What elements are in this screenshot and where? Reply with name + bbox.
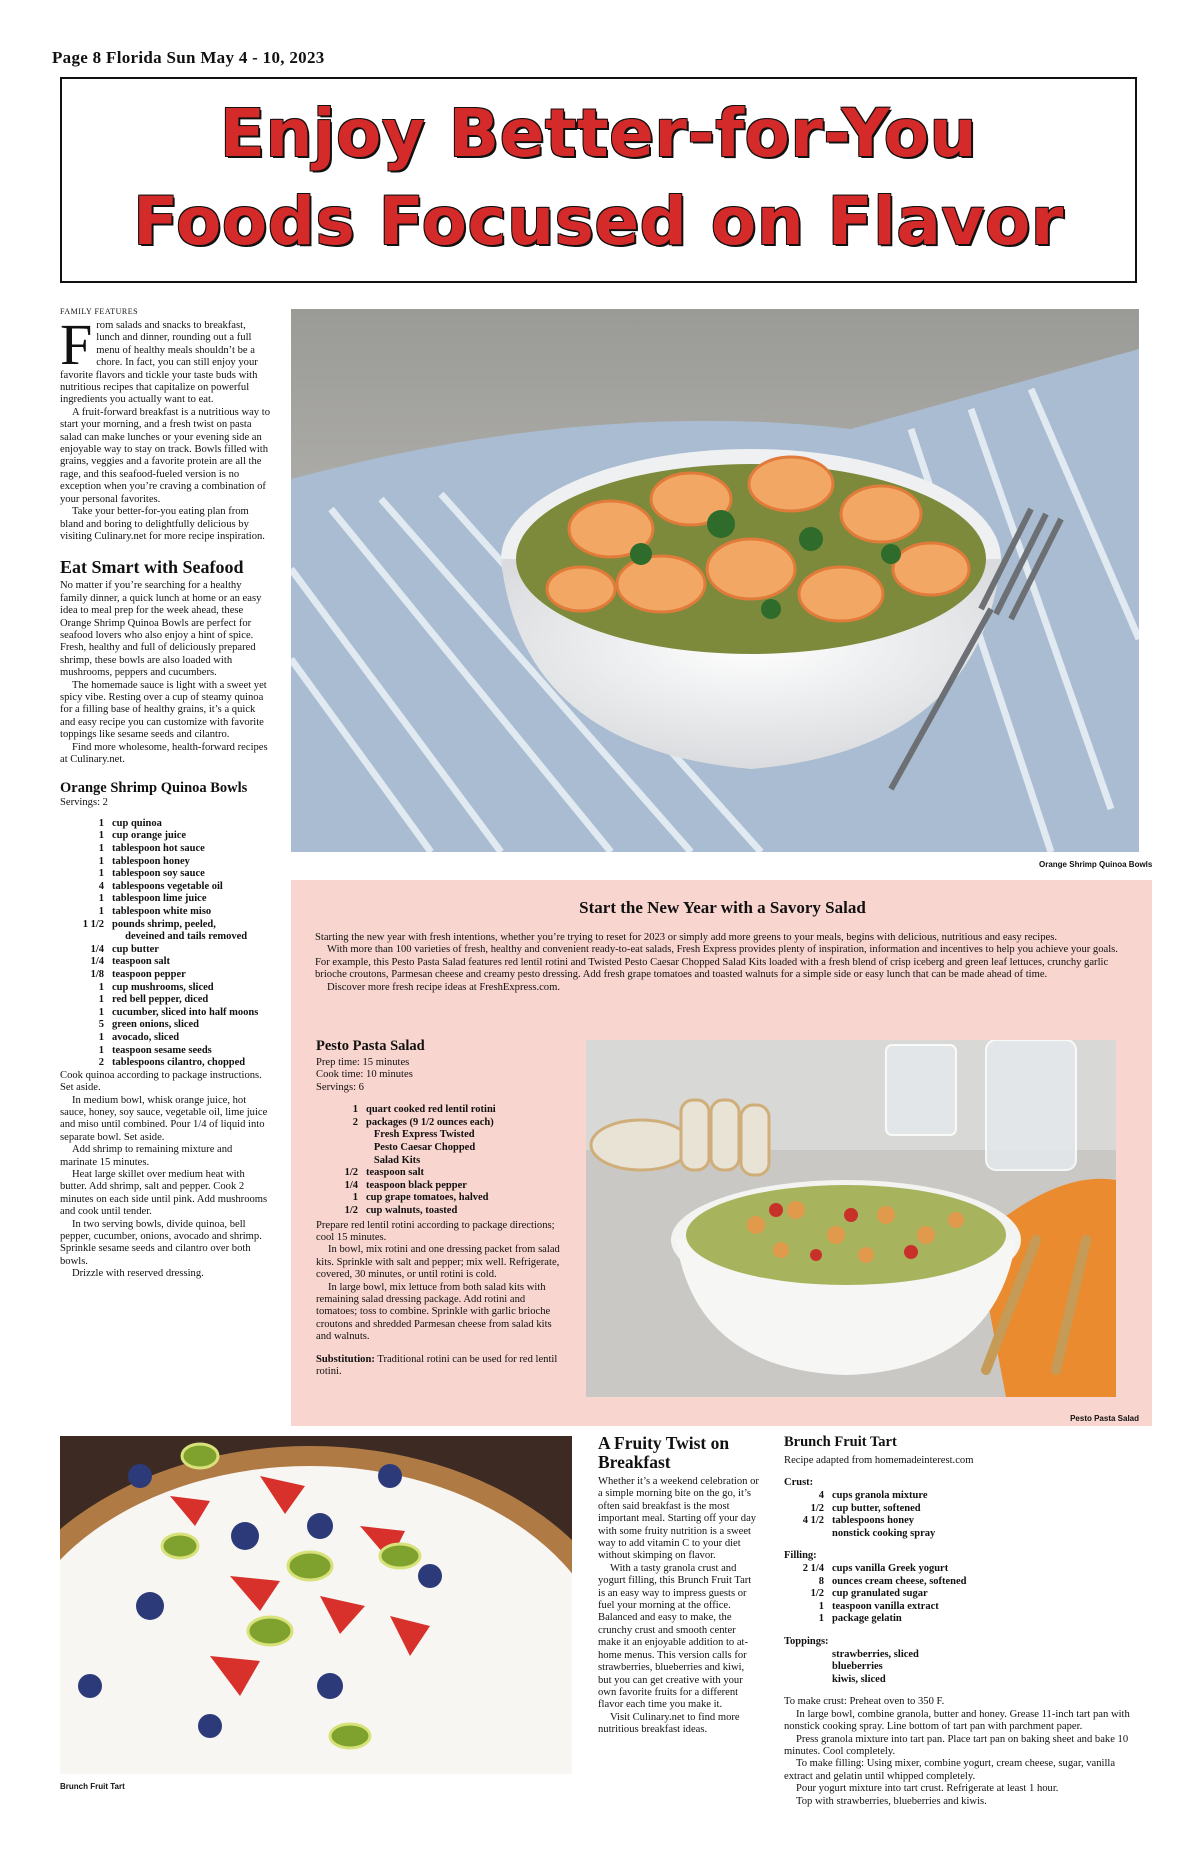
ingredient-text: tablespoons honey bbox=[832, 1515, 914, 1527]
ingredient-text: cups granola mixture bbox=[832, 1490, 928, 1501]
ingredient-row bbox=[784, 1576, 1140, 1589]
shrimp-servings: Servings: 2 bbox=[60, 797, 108, 809]
tart-toppings-label: Toppings: bbox=[784, 1635, 829, 1647]
seafood-text bbox=[60, 580, 270, 766]
ingredient-row bbox=[60, 944, 270, 957]
recipe-step: In large bowl, mix lettuce from both salad kits with remaining salad dressing package. Add rotini and tomatoes; toss to combine. Sprinkle with garlic brioche croutons and shredded Parmesan cheese from salad kits and walnuts. bbox=[316, 1281, 552, 1343]
salad-heading: Start the New Year with a Savory Salad bbox=[579, 898, 866, 917]
intro-paragraph-3: Take your better-for-you eating plan from bland and boring to delightfully delicious by visiting Culinary.net for more recipe inspiration. bbox=[60, 506, 265, 542]
ingredient-text: quart cooked red lentil rotini bbox=[366, 1104, 496, 1116]
ingredient-quantity: 2 1/4 bbox=[802, 1562, 824, 1574]
shrimp-photo-caption: Orange Shrimp Quinoa Bowls bbox=[1039, 860, 1153, 869]
pesto-steps bbox=[316, 1220, 561, 1344]
intro-paragraph-1: rom salads and snacks to breakfast, lunch and dinner, rounding out a full menu of healthy meals shouldn’t be a chore. In fact, you can still enjoy your favorite flavors and tickle your taste buds with nutritious recipes that capitalize on powerful ingredients you actually want to eat. bbox=[60, 320, 258, 406]
ingredient-text: Fresh Express Twisted bbox=[366, 1129, 475, 1141]
ingredient-text: cups vanilla Greek yogurt bbox=[832, 1562, 949, 1574]
fruity-paragraph-1: Whether it’s a weekend celebration or a simple morning bite on the go, it’s often said breakfast is the most important meal. Starting off your day with some fruity nutrition is a sweet way to add vitamin C to your diet without skimping on flavor. bbox=[598, 1476, 759, 1562]
ingredient-quantity: 2 bbox=[98, 1057, 104, 1069]
ingredient-quantity: 1 bbox=[98, 1006, 104, 1018]
ingredient-quantity: 1/8 bbox=[90, 968, 104, 980]
ingredient-text: blueberries bbox=[832, 1661, 883, 1673]
ingredient-text: package gelatin bbox=[832, 1613, 902, 1625]
ingredient-text: cucumber, sliced into half moons bbox=[112, 1006, 259, 1018]
salad-paragraph-2: With more than 100 varieties of fresh, healthy and convenient ready-to-eat salads, Fresh Express provides plenty of inspiration, information and incentives to help you achieve your goals. For example, this Pesto Pasta Salad features red lentil rotini and Twisted Pesto Caesar Chopped Salad Kits loaded with a fresh blend of crisp iceberg and green leaf lettuces, crunchy garlic brioche croutons, Parmesan cheese and creamy pesto dressing. Add fresh grape tomatoes and toasted walnuts for a simple side or easy lunch that can be made ahead of time. bbox=[315, 944, 1118, 981]
shrimp-bowl-illustration bbox=[291, 309, 1139, 852]
ingredient-quantity: 1 bbox=[98, 905, 104, 917]
ingredient-row bbox=[316, 1167, 561, 1180]
ingredient-row bbox=[316, 1192, 561, 1205]
ingredient-text: teaspoon black pepper bbox=[366, 1179, 467, 1191]
ingredient-row bbox=[60, 919, 270, 932]
ingredient-text: teaspoon salt bbox=[112, 956, 171, 968]
salad-intro bbox=[315, 898, 1130, 994]
ingredient-quantity: 1 bbox=[818, 1613, 824, 1625]
shrimp-bowl-photo bbox=[291, 309, 1139, 852]
headline-line-1: Enjoy Better-for-You bbox=[219, 95, 978, 172]
ingredient-quantity: 4 1/2 bbox=[802, 1515, 824, 1527]
pesto-servings: Servings: 6 bbox=[316, 1081, 364, 1093]
pesto-ingredient-list bbox=[316, 1104, 561, 1217]
pesto-substitution bbox=[316, 1354, 561, 1379]
recipe-step: Top with strawberries, blueberries and kiwis. bbox=[796, 1795, 987, 1807]
ingredient-quantity: 1 bbox=[98, 994, 104, 1006]
ingredient-text: strawberries, sliced bbox=[832, 1648, 919, 1660]
ingredient-quantity: 1 bbox=[98, 1044, 104, 1056]
ingredient-row bbox=[784, 1490, 1140, 1503]
seafood-paragraph-3: Find more wholesome, health-forward recipes at Culinary.net. bbox=[60, 741, 268, 765]
ingredient-quantity: 1 bbox=[352, 1104, 358, 1116]
fruity-text bbox=[598, 1476, 760, 1737]
ingredient-quantity: 5 bbox=[98, 1019, 104, 1031]
fruity-column bbox=[598, 1434, 760, 1737]
ingredient-row bbox=[784, 1613, 1140, 1626]
ingredient-quantity: 2 bbox=[352, 1116, 358, 1128]
ingredient-text: cup mushrooms, sliced bbox=[112, 981, 214, 993]
ingredient-text: deveined and tails removed bbox=[112, 931, 248, 943]
pesto-recipe-title: Pesto Pasta Salad bbox=[316, 1038, 425, 1054]
ingredient-row bbox=[316, 1104, 561, 1117]
ingredient-text: Salad Kits bbox=[366, 1154, 421, 1166]
recipe-step: To make filling: Using mixer, combine yogurt, cream cheese, sugar, vanilla extract and gelatin until whipped completely. bbox=[784, 1758, 1116, 1782]
ingredient-row bbox=[60, 1019, 270, 1032]
ingredient-text: cup granulated sugar bbox=[832, 1588, 928, 1600]
tart-filling-label: Filling: bbox=[784, 1550, 817, 1562]
pesto-recipe bbox=[316, 1038, 561, 1378]
ingredient-row bbox=[316, 1142, 561, 1155]
ingredient-quantity bbox=[316, 1129, 366, 1142]
salad-intro-text bbox=[315, 932, 1130, 994]
tart-crust-label: Crust: bbox=[784, 1477, 814, 1489]
pesto-salad-illustration bbox=[586, 1040, 1116, 1397]
byline-credit: FAMILY FEATURES bbox=[60, 307, 139, 316]
ingredient-text: tablespoon soy sauce bbox=[112, 868, 205, 880]
ingredient-text: green onions, sliced bbox=[112, 1019, 200, 1031]
recipe-step: Pour yogurt mixture into tart crust. Refrigerate at least 1 hour. bbox=[796, 1783, 1059, 1795]
ingredient-quantity: 1 bbox=[98, 817, 104, 829]
pesto-cook-time: Cook time: 10 minutes bbox=[316, 1069, 413, 1081]
ingredient-text: ounces cream cheese, softened bbox=[832, 1575, 967, 1587]
ingredient-text: tablespoon white miso bbox=[112, 905, 212, 917]
ingredient-text: teaspoon salt bbox=[366, 1167, 425, 1179]
fruit-tart-photo bbox=[60, 1436, 572, 1774]
fruity-paragraph-3: Visit Culinary.net to find more nutritious breakfast ideas. bbox=[598, 1711, 740, 1736]
ingredient-row bbox=[316, 1129, 561, 1142]
salad-paragraph-1: Starting the new year with fresh intentions, whether you’re trying to reset for 2023 or simply add more greens to your meals, begins with delicious, nutritious and easy recipes. bbox=[315, 932, 1057, 943]
ingredient-quantity: 4 bbox=[818, 1490, 824, 1501]
ingredient-quantity: 1/4 bbox=[90, 943, 104, 955]
ingredient-text: tablespoon hot sauce bbox=[112, 843, 205, 854]
ingredient-text: teaspoon vanilla extract bbox=[832, 1600, 939, 1612]
recipe-step: Drizzle with reserved dressing. bbox=[72, 1268, 204, 1280]
ingredient-row bbox=[60, 1007, 270, 1020]
ingredient-quantity: 1 bbox=[98, 855, 104, 867]
ingredient-quantity: 1 1/2 bbox=[82, 918, 104, 930]
ingredient-text: tablespoon honey bbox=[112, 855, 190, 867]
fruity-paragraph-2: With a tasty granola crust and yogurt filling, this Brunch Fruit Tart is an easy way to impress guests or fuel your morning at the office. Balanced and easy to make, the crunchy crust and smooth center make it an enjoyable addition to at-home menus. This version calls for strawberries, blueberries and kiwi, but you can get creative with your own favorite fruits for a different flavor each time you make it. bbox=[598, 1562, 752, 1711]
ingredient-row bbox=[60, 830, 270, 843]
ingredient-row bbox=[60, 931, 270, 944]
ingredient-row bbox=[316, 1117, 561, 1130]
ingredient-quantity: 1 bbox=[352, 1192, 358, 1204]
ingredient-text: cup butter bbox=[112, 943, 159, 955]
ingredient-row bbox=[60, 818, 270, 831]
ingredient-row bbox=[60, 893, 270, 906]
fruity-heading: A Fruity Twist on Breakfast bbox=[598, 1433, 730, 1472]
ingredient-row bbox=[784, 1649, 1140, 1662]
pesto-salad-photo bbox=[586, 1040, 1116, 1397]
ingredient-row bbox=[784, 1661, 1140, 1674]
ingredient-text: teaspoon pepper bbox=[112, 968, 186, 980]
ingredient-text: cup orange juice bbox=[112, 830, 187, 842]
ingredient-quantity: 1 bbox=[818, 1600, 824, 1612]
ingredient-row bbox=[316, 1205, 561, 1218]
ingredient-quantity bbox=[316, 1142, 366, 1155]
fruit-tart-illustration bbox=[60, 1436, 572, 1774]
ingredient-quantity: 1 bbox=[98, 868, 104, 880]
recipe-step: In medium bowl, whisk orange juice, hot sauce, honey, soy sauce, vegetable oil, lime juice and miso until combined. Pour 1/4 of liquid into separate bowl. Set aside. bbox=[60, 1094, 268, 1143]
salad-paragraph-3: Discover more fresh recipe ideas at FreshExpress.com. bbox=[327, 981, 560, 993]
ingredient-quantity bbox=[316, 1155, 366, 1168]
seafood-paragraph-1: No matter if you’re searching for a healthy family dinner, a quick lunch at home or an easy idea to meal prep for the week ahead, these Orange Shrimp Quinoa Bowls are perfect for seafood lovers who also enjoy a hint of spice. Fresh, healthy and full of deliciously prepared shrimp, these bowls are also loaded with mushrooms, peppers and cucumbers. bbox=[60, 580, 262, 679]
seafood-heading: Eat Smart with Seafood bbox=[60, 557, 244, 578]
ingredient-text: avocado, sliced bbox=[112, 1031, 180, 1043]
tart-crust-list bbox=[784, 1490, 1140, 1540]
ingredient-row bbox=[60, 906, 270, 919]
shrimp-recipe-title: Orange Shrimp Quinoa Bowls bbox=[60, 780, 248, 797]
tart-steps bbox=[784, 1696, 1140, 1808]
recipe-step: In two serving bowls, divide quinoa, bell pepper, cucumber, onions, avocado and shrimp. Sprinkle sesame seeds and cilantro over both bowls. bbox=[60, 1218, 262, 1267]
recipe-step: Prepare red lentil rotini according to package directions; cool 15 minutes. bbox=[316, 1219, 555, 1243]
ingredient-text: tablespoons cilantro, chopped bbox=[112, 1057, 246, 1069]
ingredient-row bbox=[784, 1563, 1140, 1576]
ingredient-row bbox=[60, 1045, 270, 1058]
ingredient-quantity: 1/4 bbox=[344, 1179, 358, 1191]
recipe-step: In large bowl, combine granola, butter and honey. Grease 11-inch tart pan with nonstick cooking spray. Line bottom of tart pan with parchment paper. bbox=[784, 1708, 1130, 1733]
ingredient-text: cup walnuts, toasted bbox=[366, 1204, 458, 1216]
tart-recipe bbox=[784, 1434, 1140, 1808]
ingredient-quantity: 1 bbox=[98, 893, 104, 905]
ingredient-row bbox=[60, 956, 270, 969]
recipe-step: In bowl, mix rotini and one dressing packet from salad kits. Sprinkle with salt and pepper; mix well. Refrigerate, covered, 30 minutes, or until rotini is cold. bbox=[316, 1244, 560, 1281]
ingredient-quantity: 1 bbox=[98, 981, 104, 993]
ingredient-quantity: 1 bbox=[98, 843, 104, 854]
ingredient-quantity bbox=[784, 1528, 832, 1541]
ingredient-quantity: 1/2 bbox=[810, 1502, 824, 1514]
recipe-step: To make crust: Preheat oven to 350 F. bbox=[784, 1696, 945, 1708]
ingredient-row bbox=[60, 868, 270, 881]
recipe-step: Add shrimp to remaining mixture and marinate 15 minutes. bbox=[60, 1144, 233, 1168]
substitution-text: Traditional rotini can be used for red lentil rotini. bbox=[316, 1353, 558, 1378]
ingredient-quantity: 4 bbox=[98, 880, 104, 892]
ingredient-text: Pesto Caesar Chopped bbox=[366, 1142, 476, 1153]
ingredient-row bbox=[60, 881, 270, 894]
ingredient-quantity: 1 bbox=[98, 1031, 104, 1043]
intro-text bbox=[60, 312, 270, 543]
pesto-prep-time: Prep time: 15 minutes bbox=[316, 1057, 410, 1068]
ingredient-quantity: 1/2 bbox=[344, 1167, 358, 1179]
ingredient-row bbox=[784, 1588, 1140, 1601]
ingredient-row bbox=[60, 1032, 270, 1045]
ingredient-quantity: 1/4 bbox=[90, 956, 104, 968]
ingredient-text: packages (9 1/2 ounces each) bbox=[366, 1116, 494, 1128]
ingredient-quantity: 1/2 bbox=[344, 1204, 358, 1216]
ingredient-quantity bbox=[784, 1674, 832, 1687]
ingredient-quantity: 1 bbox=[98, 830, 104, 842]
ingredient-row bbox=[60, 969, 270, 982]
ingredient-quantity: 8 bbox=[818, 1575, 824, 1587]
ingredient-text: pounds shrimp, peeled, bbox=[112, 918, 216, 930]
tart-toppings-list bbox=[784, 1649, 1140, 1687]
seafood-paragraph-2: The homemade sauce is light with a sweet yet spicy vibe. Resting over a cup of steamy quinoa for a filling base of healthy grains, it’s a quick and easy recipe you can customize with favorite toppings like sesame seeds and cilantro. bbox=[60, 679, 267, 741]
pesto-photo-caption: Pesto Pasta Salad bbox=[1070, 1414, 1139, 1423]
recipe-step: Heat large skillet over medium heat with butter. Add shrimp, salt and pepper. Cook 2 minutes on each side until pink. Add mushrooms and cook until tender. bbox=[60, 1168, 268, 1218]
ingredient-row bbox=[784, 1601, 1140, 1614]
ingredient-quantity bbox=[60, 931, 112, 944]
ingredient-quantity bbox=[784, 1661, 832, 1674]
ingredient-quantity: 1/2 bbox=[810, 1588, 824, 1600]
ingredient-quantity bbox=[784, 1649, 832, 1662]
ingredient-row bbox=[784, 1674, 1140, 1687]
tart-photo-caption: Brunch Fruit Tart bbox=[60, 1782, 125, 1791]
ingredient-row bbox=[60, 994, 270, 1007]
ingredient-row bbox=[60, 843, 270, 856]
tart-filling-list bbox=[784, 1563, 1140, 1626]
ingredient-row bbox=[784, 1515, 1140, 1528]
ingredient-row bbox=[784, 1503, 1140, 1516]
ingredient-row bbox=[316, 1155, 561, 1168]
shrimp-steps bbox=[60, 1070, 270, 1281]
tart-adapted: Recipe adapted from homemadeinterest.com bbox=[784, 1455, 974, 1466]
recipe-step: Cook quinoa according to package instructions. Set aside. bbox=[60, 1069, 262, 1094]
ingredient-text: teaspoon sesame seeds bbox=[112, 1044, 212, 1056]
ingredient-row bbox=[316, 1180, 561, 1193]
ingredient-row bbox=[60, 1057, 270, 1070]
headline-box bbox=[60, 77, 1137, 283]
page-header: Page 8 Florida Sun May 4 - 10, 2023 bbox=[52, 48, 325, 67]
ingredient-text: tablespoons vegetable oil bbox=[112, 880, 223, 892]
ingredient-text: nonstick cooking spray bbox=[832, 1527, 936, 1539]
drop-cap: F bbox=[60, 312, 93, 377]
ingredient-text: kiwis, sliced bbox=[832, 1673, 886, 1685]
headline-line-2: Foods Focused on Flavor bbox=[133, 183, 1064, 260]
ingredient-text: red bell pepper, diced bbox=[112, 994, 209, 1006]
intro-paragraph-2: A fruit-forward breakfast is a nutritious way to start your morning, and a fresh twist on pasta salad can make lunches or your evening side an enjoyable way to stay on track. Bowls filled with grains, veggies and a favorite protein are all the rage, and this seafood-fueled version is no exception when you’re craving a combination of your personal favorites. bbox=[60, 406, 270, 505]
substitution-label: Substitution: bbox=[316, 1353, 375, 1365]
recipe-step: Press granola mixture into tart pan. Place tart pan on baking sheet and bake 10 minutes. Cool completely. bbox=[784, 1733, 1129, 1757]
ingredient-row bbox=[60, 982, 270, 995]
tart-recipe-title: Brunch Fruit Tart bbox=[784, 1434, 897, 1450]
ingredient-text: cup butter, softened bbox=[832, 1502, 921, 1514]
ingredient-text: cup grape tomatoes, halved bbox=[366, 1192, 489, 1204]
intro-column bbox=[60, 307, 270, 1281]
shrimp-ingredient-list bbox=[60, 818, 270, 1070]
ingredient-row bbox=[60, 856, 270, 869]
ingredient-text: tablespoon lime juice bbox=[112, 893, 207, 905]
ingredient-row bbox=[784, 1528, 1140, 1541]
ingredient-text: cup quinoa bbox=[112, 817, 162, 829]
